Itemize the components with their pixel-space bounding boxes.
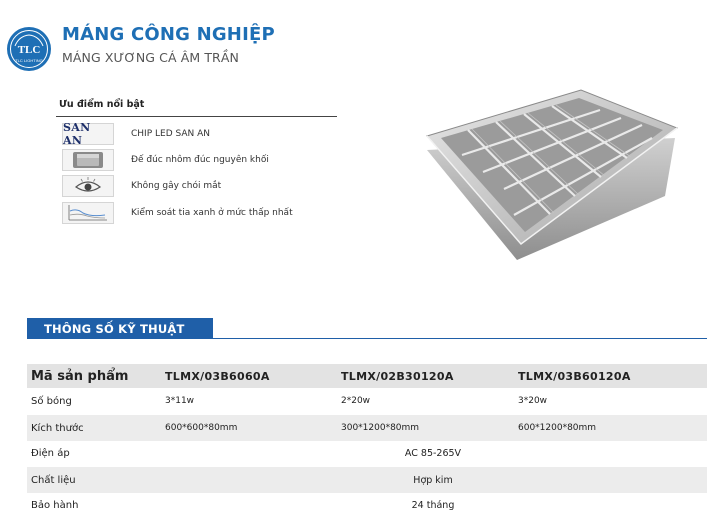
table-row bbox=[27, 494, 707, 516]
row-label: Số bóng bbox=[31, 395, 72, 407]
page-subtitle: MÁNG XƯƠNG CÁ ÂM TRẦN bbox=[62, 50, 239, 65]
logo-subtext: TLC LIGHTING bbox=[15, 58, 43, 63]
page-title: MÁNG CÔNG NGHIỆP bbox=[62, 24, 275, 45]
blue-light-chart-icon bbox=[62, 202, 114, 224]
row-label: Điện áp bbox=[31, 447, 70, 459]
header-model-1: TLMX/03B6060A bbox=[165, 369, 270, 383]
feature-item bbox=[62, 148, 269, 172]
row-cell: 600*600*80mm bbox=[165, 423, 238, 433]
header-label: Mã sản phẩm bbox=[31, 368, 129, 384]
feature-text: CHIP LED SAN AN bbox=[131, 129, 211, 139]
table-header-row bbox=[27, 364, 707, 388]
feature-item bbox=[62, 201, 293, 225]
san-an-logo-icon bbox=[62, 123, 114, 145]
table-row bbox=[27, 389, 707, 413]
row-label: Chất liệu bbox=[31, 474, 76, 486]
logo-text: TLC bbox=[17, 44, 41, 56]
feature-item bbox=[62, 122, 210, 146]
feature-text: Kiểm soát tia xanh ở mức thấp nhất bbox=[131, 208, 293, 218]
advantages-divider bbox=[56, 116, 337, 117]
row-cell: 600*1200*80mm bbox=[518, 423, 597, 433]
specs-divider bbox=[27, 338, 707, 339]
eye-icon bbox=[62, 175, 114, 197]
table-row bbox=[27, 441, 707, 465]
table-row bbox=[27, 415, 707, 441]
product-image bbox=[425, 88, 683, 266]
header-model-3: TLMX/03B60120A bbox=[518, 369, 631, 383]
feature-item bbox=[62, 174, 221, 198]
header-model-2: TLMX/02B30120A bbox=[341, 369, 454, 383]
feature-text: Đế đúc nhôm đúc nguyên khối bbox=[131, 155, 269, 165]
advantages-heading: Ưu điểm nổi bật bbox=[59, 99, 145, 110]
row-merged-cell: 24 tháng bbox=[411, 499, 455, 511]
row-cell: 3*11w bbox=[165, 396, 195, 406]
aluminum-block-icon bbox=[62, 149, 114, 171]
row-label: Bảo hành bbox=[31, 499, 79, 511]
row-cell: 2*20w bbox=[341, 396, 371, 406]
row-merged-cell: Hợp kim bbox=[413, 474, 453, 486]
specs-heading: THÔNG SỐ KỸ THUẬT bbox=[27, 318, 213, 339]
tlc-logo bbox=[6, 26, 52, 72]
feature-text: Không gây chói mắt bbox=[131, 181, 222, 191]
san-an-logo-text: SAN AN bbox=[63, 121, 91, 147]
table-row bbox=[27, 467, 707, 493]
row-label: Kích thước bbox=[31, 422, 84, 434]
row-merged-cell: AC 85-265V bbox=[404, 447, 462, 459]
row-cell: 300*1200*80mm bbox=[341, 423, 420, 433]
row-cell: 3*20w bbox=[518, 396, 548, 406]
